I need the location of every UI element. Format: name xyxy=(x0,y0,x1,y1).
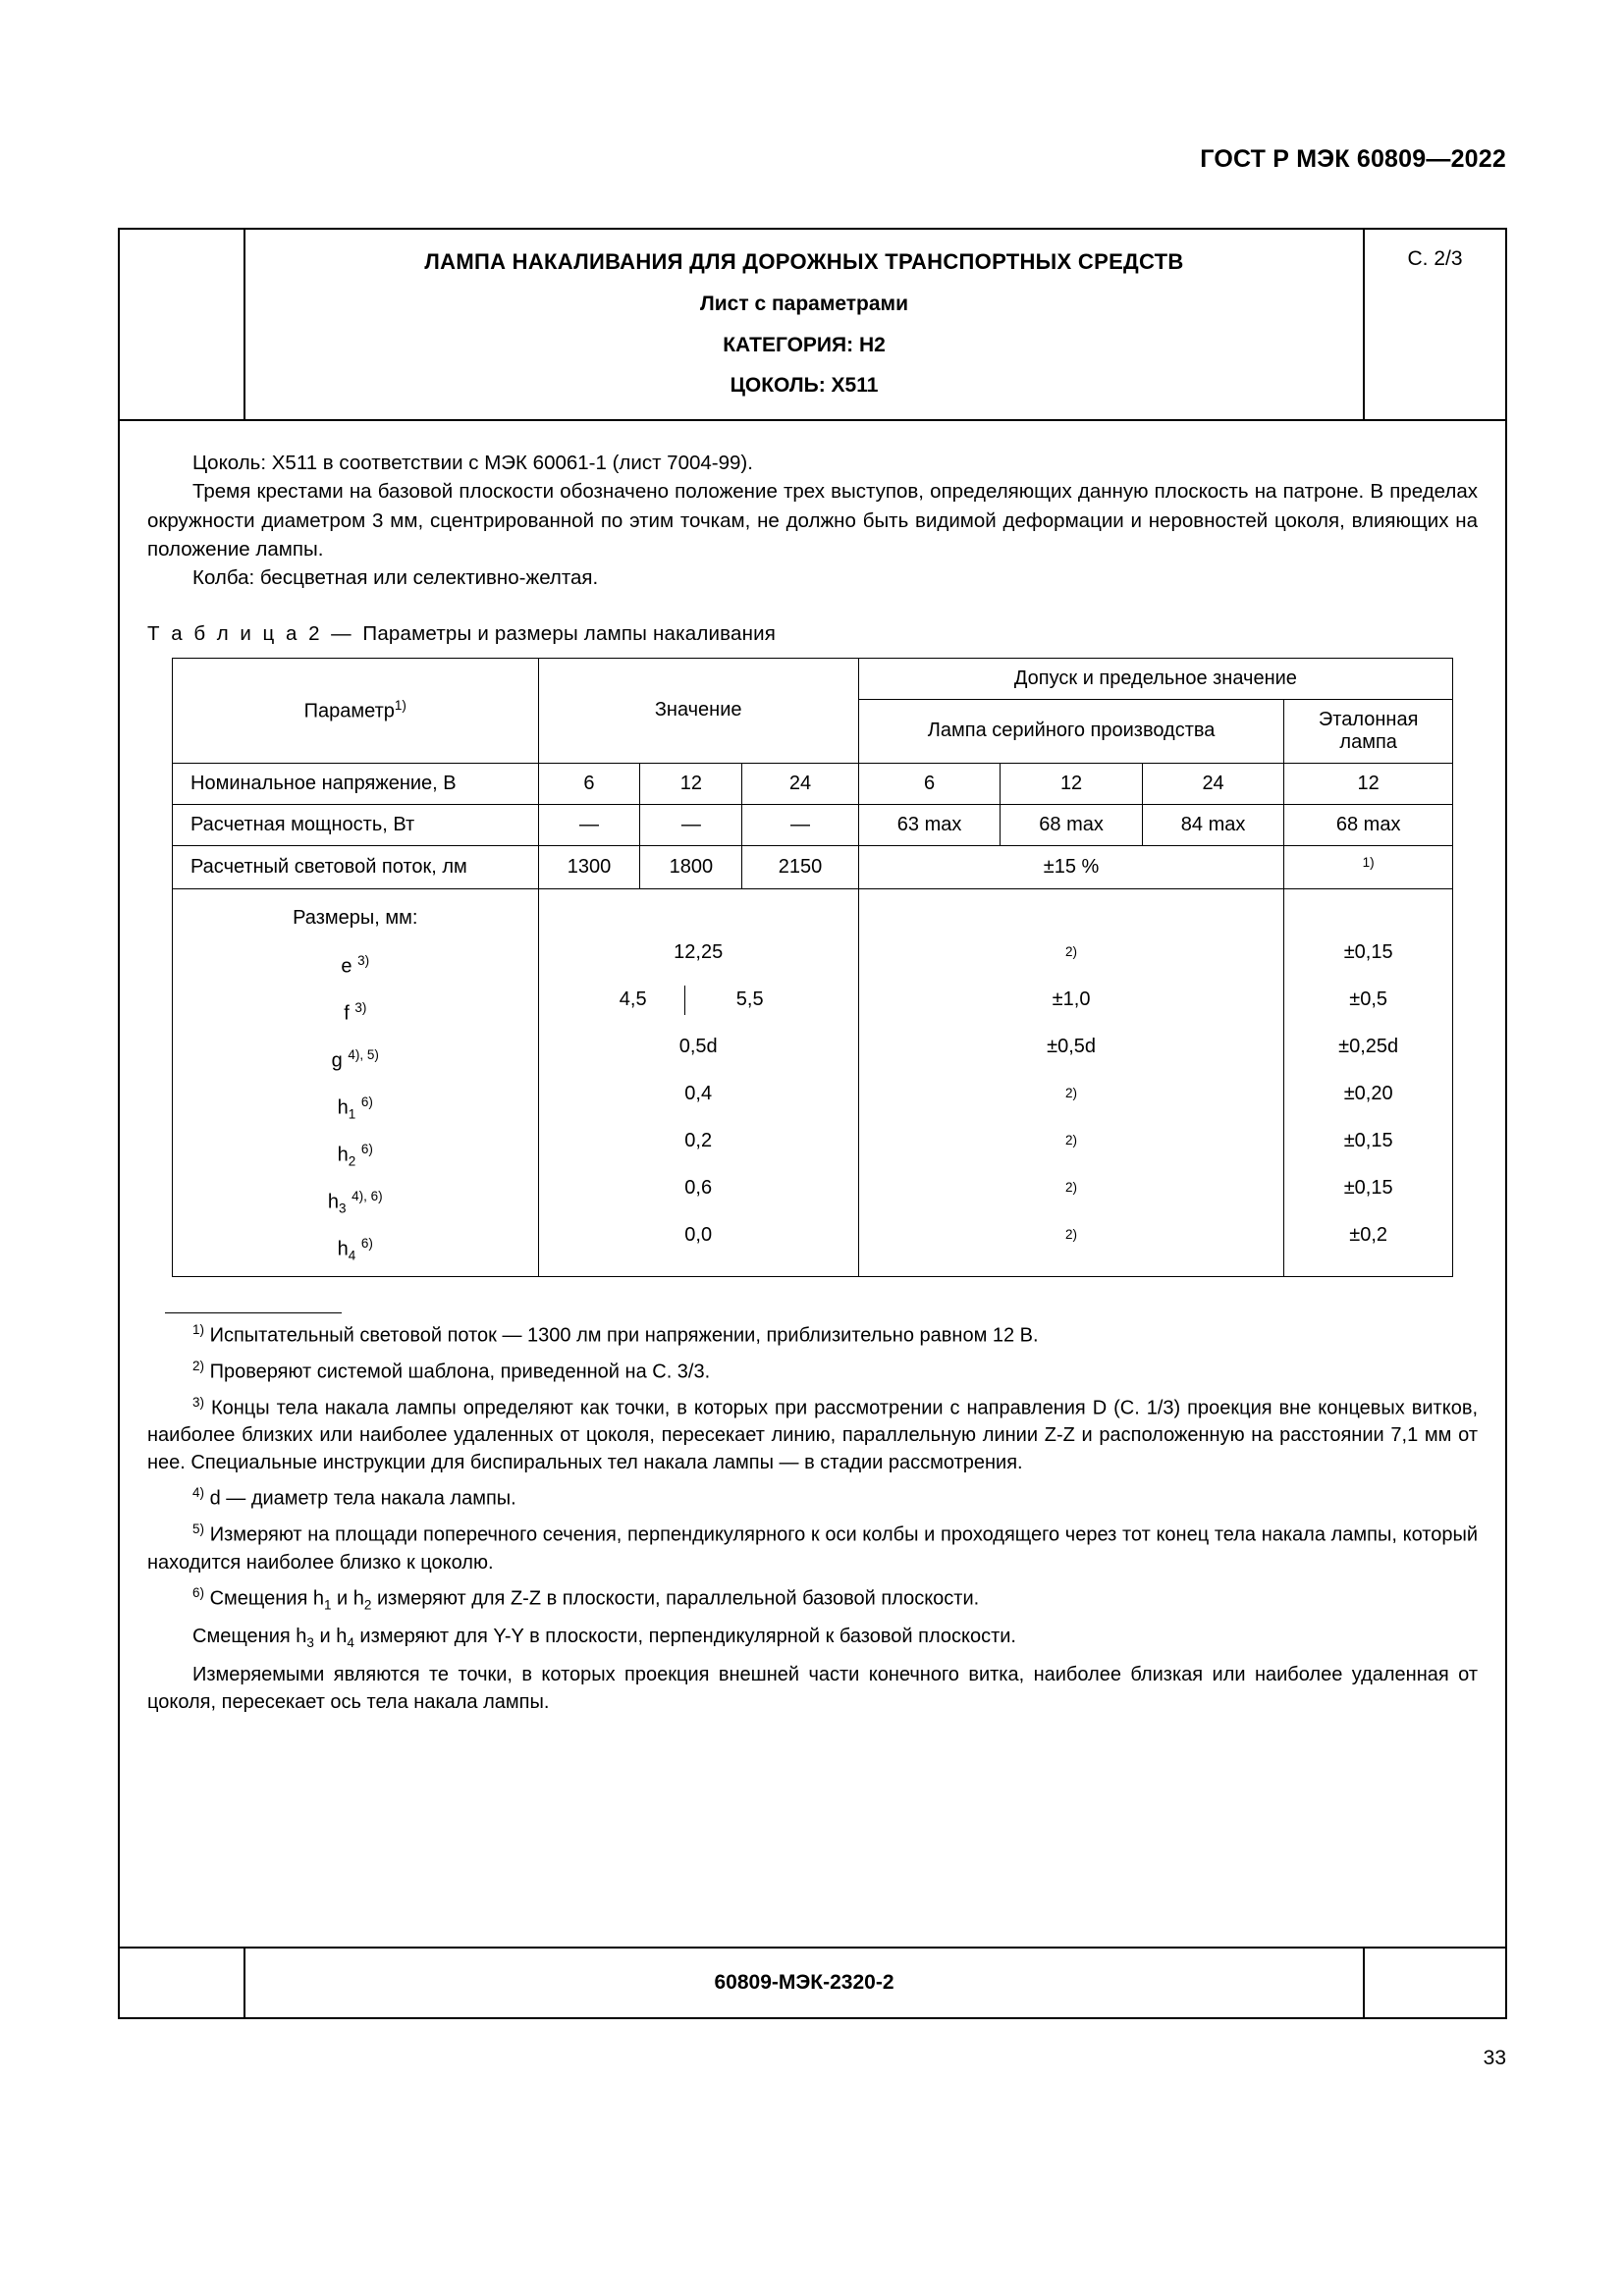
cell-flux-ref: 1) xyxy=(1284,845,1453,889)
footer-right-cell xyxy=(1363,1949,1505,2017)
cell-power-ref: 68 max xyxy=(1284,804,1453,845)
footnote-2-marker: 2) xyxy=(192,1358,205,1373)
datasheet-body xyxy=(120,421,1505,1947)
sizes-value-column xyxy=(538,889,858,1277)
cell-flux-v2: 1800 xyxy=(640,845,742,889)
size-label-f: f $^{3)}$ xyxy=(344,1000,367,1025)
cell-voltage-t2: 12 xyxy=(1001,763,1143,804)
size-value-g: 0,5d xyxy=(678,1036,718,1058)
document-standard-header: ГОСТ Р МЭК 60809—2022 xyxy=(1200,145,1506,173)
footnote-6c: Измеряемыми являются те точки, в которых проекция внешней части конечного витка, наиболее близкая или наиболее удаленная от цоколя, пересекает ось тела накала лампы. xyxy=(147,1663,1478,1713)
datasheet-cap: ЦОКОЛЬ: X511 xyxy=(730,374,879,397)
intro-paragraph-2: Тремя крестами на базовой плоскости обозначено положение трех выступов, определяющих данную плоскость на патроне. В пределах окружности диаметром 3 мм, сцентрированной по этим точкам, не должно быть видимой деформации и неровностей цоколя, влияющих на положение лампы. xyxy=(147,480,1478,561)
size-value-h1: 0,4 xyxy=(684,1083,713,1105)
table-row xyxy=(173,763,1453,804)
size-ref-h3: ±0,15 xyxy=(1343,1177,1393,1200)
size-ref-f: ±0,5 xyxy=(1349,988,1388,1011)
size-label-e: e $^{3)}$ xyxy=(341,953,370,978)
size-label-g: g $^{4), 5)}$ xyxy=(331,1047,379,1072)
sizes-reference-column xyxy=(1284,889,1453,1277)
size-tol-h1: 2) xyxy=(1065,1086,1078,1101)
sizes-label-column xyxy=(173,889,539,1277)
cell-voltage-v3: 24 xyxy=(742,763,859,804)
footer-code: 60809-МЭК-2320-2 xyxy=(714,1971,894,1994)
size-ref-h4: ±0,2 xyxy=(1349,1224,1388,1247)
size-tol-e: 2) xyxy=(1065,944,1078,960)
size-value-h4: 0,0 xyxy=(684,1224,713,1247)
title-block xyxy=(120,230,1505,421)
cell-voltage-v2: 12 xyxy=(640,763,742,804)
row-label-voltage: Номинальное напряжение, В xyxy=(173,763,539,804)
table-row xyxy=(173,804,1453,845)
size-tol-g: ±0,5d xyxy=(1047,1036,1097,1058)
row-label-power: Расчетная мощность, Вт xyxy=(173,804,539,845)
table-caption xyxy=(147,622,1478,646)
footnote-rule xyxy=(165,1312,342,1313)
size-value-h2: 0,2 xyxy=(684,1130,713,1152)
size-label-h2: $h_2$ $^{6)}$ xyxy=(337,1142,373,1169)
footnote-1: $^{1)}$ Испытательный световой поток — 1300 лм при напряжении, приблизительно равном 12 В. xyxy=(192,1322,1039,1347)
footnote-4-marker: 4) xyxy=(192,1485,205,1501)
table-row xyxy=(173,845,1453,889)
cell-power-t3: 84 max xyxy=(1142,804,1284,845)
header-serial-lamp: Лампа серийного производства xyxy=(858,699,1284,763)
cell-power-t2: 68 max xyxy=(1001,804,1143,845)
datasheet-subtitle: Лист с параметрами xyxy=(700,293,908,315)
sizes-header: Размеры, мм: xyxy=(293,907,418,930)
size-tol-h3: 2) xyxy=(1065,1180,1078,1196)
sizes-tolerance-column xyxy=(858,889,1284,1277)
cell-power-v2: — xyxy=(640,804,742,845)
footnote-6b: Смещения $h_3$ и $h_4$ измеряют для Y-Y в плоскости, перпендикулярной к базовой плоскости. xyxy=(192,1626,1016,1651)
footnote-4: $^{4)}$ d — диаметр тела накала лампы. xyxy=(192,1485,516,1510)
row-label-flux: Расчетный световой поток, лм xyxy=(173,845,539,889)
cell-power-v1: — xyxy=(538,804,640,845)
footnote-5: $^{5)}$ Измеряют на площади поперечного сечения, перпендикулярного к оси колбы и проходящего через тот конец тела накала лампы, который находится наиболее близко к цоколю. xyxy=(147,1521,1479,1574)
header-tolerance: Допуск и предельное значение xyxy=(858,658,1452,699)
size-value-e: 12,25 xyxy=(674,941,724,964)
footnote-6-marker: 6) xyxy=(192,1584,205,1600)
header-reference-lamp: Эталонная лампа xyxy=(1284,699,1453,763)
header-value: Значение xyxy=(538,658,858,763)
footnote-2: $^{2)}$ Проверяют системой шаблона, приведенной на С. 3/3. xyxy=(192,1358,711,1383)
size-ref-h1: ±0,20 xyxy=(1343,1083,1393,1105)
size-label-h4: $h_4$ $^{6)}$ xyxy=(337,1236,373,1263)
cell-flux-tolerance: ±15 % xyxy=(858,845,1284,889)
cell-flux-v3: 2150 xyxy=(742,845,859,889)
cell-power-t1: 63 max xyxy=(858,804,1001,845)
title-block-center xyxy=(245,230,1363,419)
footer-left-cell xyxy=(120,1949,245,2017)
sheet-number: С. 2/3 xyxy=(1363,230,1505,419)
table-row-sizes xyxy=(173,889,1453,1277)
datasheet-title: ЛАМПА НАКАЛИВАНИЯ ДЛЯ ДОРОЖНЫХ ТРАНСПОРТНЫХ СРЕДСТВ xyxy=(424,249,1184,274)
parameters-table xyxy=(172,658,1453,1278)
size-label-h3: $h_3$ $^{4), 6)}$ xyxy=(327,1189,383,1216)
datasheet-frame xyxy=(118,228,1507,2019)
footnote-6: $^{6)}$ Смещения $h_1$ и $h_2$ измеряют для Z-Z в плоскости, параллельной базовой плоскости. xyxy=(192,1584,980,1613)
cell-voltage-v1: 6 xyxy=(538,763,640,804)
footnote-3-marker: 3) xyxy=(192,1394,205,1410)
page-number: 33 xyxy=(1483,2047,1506,2069)
footnote-3: $^{3)}$ Концы тела накала лампы определяют как точки, в которых при рассмотрении с направления D (С. 1/3) проекция вне концевых витков, наиболее близких или наиболее удаленных от цоколя, пересекает линию, параллельную линии Z-Z и расположенную на расстоянии 7,1 мм от нее. Специальные инструкции для биспиральных тел накала лампы — в стадии рассмотрения. xyxy=(147,1394,1478,1474)
header-param: Параметр$^{1)}$ xyxy=(173,658,539,763)
datasheet-footer xyxy=(120,1947,1505,2017)
footnote-5-marker: 5) xyxy=(192,1521,205,1536)
size-ref-h2: ±0,15 xyxy=(1343,1130,1393,1152)
table-caption-text: Параметры и размеры лампы накаливания xyxy=(362,621,777,645)
cell-voltage-ref: 12 xyxy=(1284,763,1453,804)
footnote-1-marker: 1) xyxy=(192,1322,205,1338)
size-tol-h4: 2) xyxy=(1065,1227,1078,1243)
table-header-row-1 xyxy=(173,658,1453,699)
size-tol-h2: 2) xyxy=(1065,1133,1078,1148)
cell-power-v3: — xyxy=(742,804,859,845)
size-value-f: 4,5 5,5 xyxy=(539,976,858,1023)
size-ref-g: ±0,25d xyxy=(1338,1036,1399,1058)
value-divider xyxy=(684,986,685,1015)
table-caption-prefix: Т а б л и ц а 2 — xyxy=(147,621,363,645)
size-label-h1: $h_1$ $^{6)}$ xyxy=(337,1095,373,1122)
cell-voltage-t3: 24 xyxy=(1142,763,1284,804)
cell-flux-v1: 1300 xyxy=(538,845,640,889)
intro-paragraph-1: Цоколь: X511 в соответствии с МЭК 60061-1 (лист 7004-99). xyxy=(192,452,753,474)
cell-voltage-t1: 6 xyxy=(858,763,1001,804)
title-block-left-cell xyxy=(120,230,245,419)
intro-paragraph-3: Колба: бесцветная или селективно-желтая. xyxy=(192,566,599,590)
size-tol-f: ±1,0 xyxy=(1052,988,1091,1011)
size-ref-e: ±0,15 xyxy=(1343,941,1393,964)
size-value-h3: 0,6 xyxy=(684,1177,713,1200)
header-param-sup: 1) xyxy=(394,697,406,713)
datasheet-category: КАТЕГОРИЯ: H2 xyxy=(723,334,886,356)
